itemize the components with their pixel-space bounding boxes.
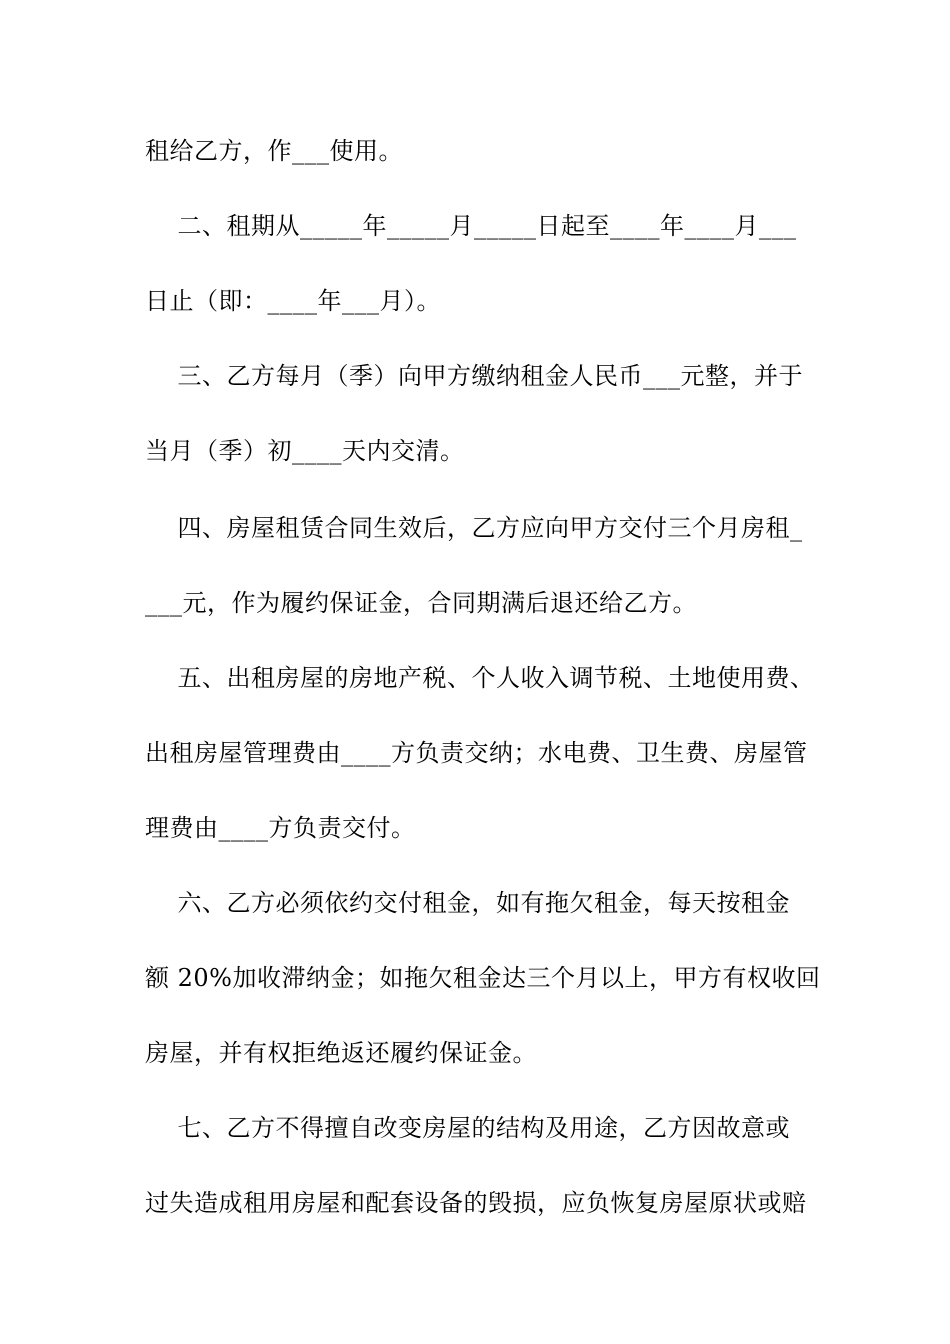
text-line: 七、乙方不得擅自改变房屋的结构及用途，乙方因故意或 (145, 1114, 791, 1142)
text-line: 日止（即：____年___月）。 (145, 287, 441, 315)
text-line: 当月（季）初____天内交清。 (145, 437, 465, 465)
text-line: 额 20%加收滞纳金；如拖欠租金达三个月以上，甲方有权收回 (145, 964, 821, 992)
text-line: 四、房屋租赁合同生效后，乙方应向甲方交付三个月房租_ (145, 514, 803, 542)
text-line: 租给乙方，作___使用。 (145, 137, 403, 165)
text-line: 出租房屋管理费由____方负责交纳；水电费、卫生费、房屋管 (145, 739, 808, 767)
text-line: 六、乙方必须依约交付租金，如有拖欠租金，每天按租金 (145, 889, 791, 917)
text-line: 房屋，并有权拒绝返还履约保证金。 (145, 1039, 537, 1067)
text-line: 理费由____方负责交付。 (145, 814, 416, 842)
text-line: 五、出租房屋的房地产税、个人收入调节税、土地使用费、 (145, 664, 815, 692)
text-line: ___元，作为履约保证金，合同期满后退还给乙方。 (145, 589, 697, 617)
text-line: 二、租期从_____年_____月_____日起至____年____月___ (145, 212, 797, 240)
text-line: 过失造成租用房屋和配套设备的毁损，应负恢复房屋原状或赔 (145, 1189, 807, 1217)
text-line: 三、乙方每月（季）向甲方缴纳租金人民币___元整，并于 (145, 362, 804, 390)
